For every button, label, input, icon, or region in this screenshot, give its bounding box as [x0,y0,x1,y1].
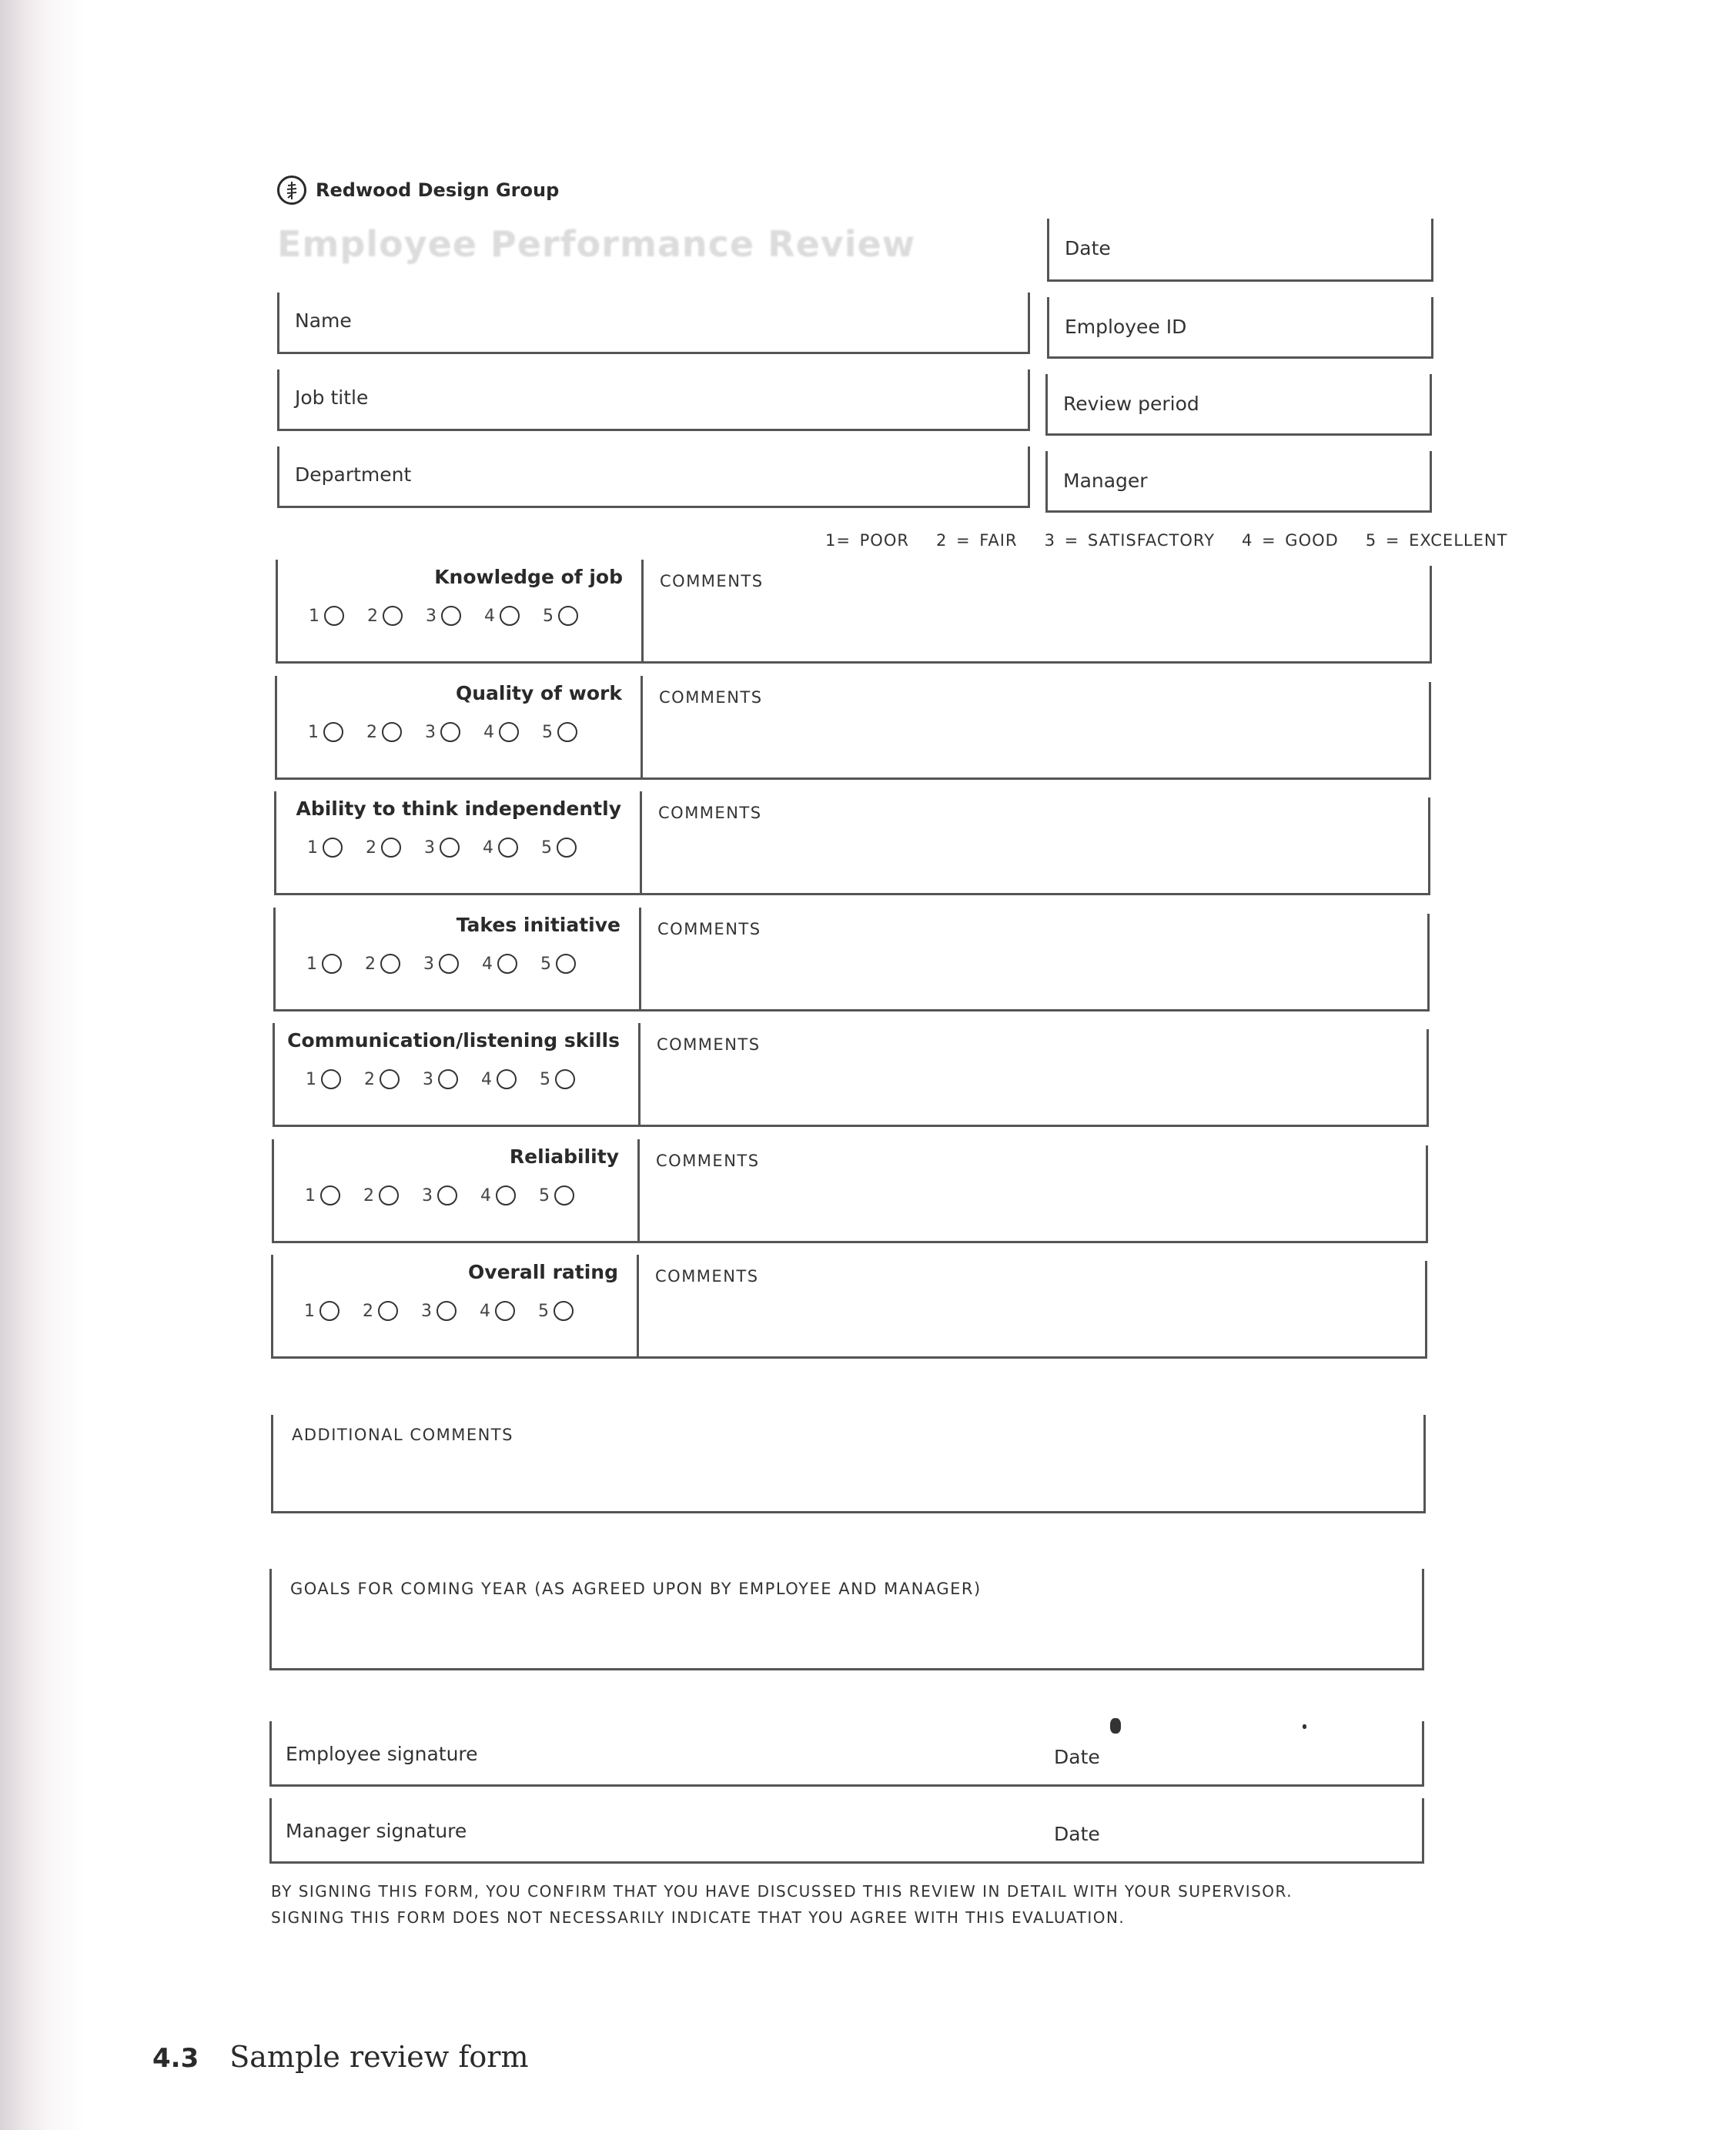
criterion-row [272,1139,1428,1243]
comments-label: COMMENTS [656,1152,760,1170]
scan-speck [1110,1718,1121,1734]
radio-button-2[interactable] [378,1301,398,1321]
disclaimer-line-2: SIGNING THIS FORM DOES NOT NECESSARILY INDICATE THAT YOU AGREE WITH THIS EVALUATION. [271,1908,1126,1927]
radio-button-1[interactable] [320,1185,340,1205]
radio-button-1[interactable] [321,1069,341,1089]
rating-radio-group[interactable] [308,722,577,742]
rating-number: 5 [539,1185,550,1205]
radio-button-4[interactable] [497,1069,517,1089]
rating-option-2[interactable] [363,1185,399,1205]
manager-signature-field[interactable] [269,1798,1424,1864]
name-field[interactable] [277,293,1030,354]
criterion-comments-field[interactable] [637,1145,1428,1243]
criterion-rating-cell [274,791,642,895]
criterion-comments-field[interactable] [638,1029,1429,1127]
criterion-row [276,560,1432,664]
radio-button-5[interactable] [554,1185,574,1205]
rating-option-2[interactable] [363,1301,398,1321]
criterion-comments-field[interactable] [641,566,1432,664]
radio-button-5[interactable] [556,954,576,974]
employee-signature-date-label: Date [1054,1746,1100,1768]
caption-number: 4.3 [152,2043,199,2074]
rating-number: 2 [366,722,377,742]
rating-option-4[interactable] [483,722,519,742]
rating-number: 5 [542,722,553,742]
rating-option-1[interactable] [304,1301,340,1321]
criterion-row [274,791,1430,895]
criterion-rating-cell [271,1255,639,1359]
rating-number: 5 [541,838,552,858]
rating-number: 3 [426,606,437,626]
radio-button-2[interactable] [380,1069,400,1089]
rating-number: 1 [305,1185,316,1205]
radio-button-3[interactable] [439,954,459,974]
rating-number: 1 [304,1301,315,1321]
rating-option-5[interactable] [541,838,577,858]
radio-button-3[interactable] [437,1301,457,1321]
date-field[interactable] [1047,219,1433,282]
rating-option-4[interactable] [484,606,520,626]
rating-option-4[interactable] [482,954,517,974]
rating-number: 4 [484,606,495,626]
rating-number: 1 [307,838,318,858]
rating-option-3[interactable] [423,1069,458,1089]
employee-signature-field[interactable] [269,1721,1424,1787]
rating-radio-group[interactable] [306,954,576,974]
employee-signature-label: Employee signature [286,1743,478,1765]
criterion-row [273,1023,1429,1127]
radio-button-1[interactable] [323,838,343,858]
radio-button-3[interactable] [440,722,460,742]
manager-signature-date-label: Date [1054,1823,1100,1845]
rating-option-1[interactable] [305,1185,340,1205]
form-title: Employee Performance Review [277,223,916,265]
brand-logo [277,176,559,205]
manager-label: Manager [1063,470,1148,492]
brand-name: Redwood Design Group [316,179,560,201]
radio-button-4[interactable] [496,1185,516,1205]
rating-number: 2 [367,606,378,626]
rating-number: 2 [366,838,376,858]
criterion-rating-cell [273,908,641,1011]
rating-number: 5 [540,1069,550,1089]
radio-button-3[interactable] [437,1185,457,1205]
scan-speck [1303,1724,1306,1729]
rating-option-3[interactable] [424,838,460,858]
radio-button-2[interactable] [382,722,402,742]
comments-label: COMMENTS [660,572,764,590]
rating-number: 5 [538,1301,549,1321]
radio-button-4[interactable] [495,1301,515,1321]
radio-button-5[interactable] [558,606,578,626]
rating-radio-group[interactable] [304,1301,574,1321]
criterion-title: Communication/listening skills [287,1029,620,1052]
rating-number: 4 [483,838,493,858]
rating-number: 4 [481,1069,492,1089]
employee-id-field[interactable] [1047,297,1433,359]
criterion-row [275,676,1431,780]
rating-option-3[interactable] [426,606,461,626]
department-field[interactable] [277,446,1030,508]
criterion-comments-field[interactable] [640,797,1430,895]
rating-number: 4 [480,1301,490,1321]
figure-caption [152,2040,529,2074]
comments-label: COMMENTS [657,920,761,938]
criterion-title: Ability to think independently [296,797,621,820]
radio-button-4[interactable] [498,838,518,858]
rating-option-2[interactable] [365,954,400,974]
radio-button-4[interactable] [497,954,517,974]
rating-option-2[interactable] [367,606,403,626]
rating-number: 4 [482,954,493,974]
rating-number: 1 [308,722,319,742]
radio-button-1[interactable] [322,954,342,974]
criterion-row [273,908,1430,1011]
rating-number: 5 [540,954,551,974]
rating-option-5[interactable] [538,1301,574,1321]
radio-button-3[interactable] [441,606,461,626]
criterion-comments-field[interactable] [637,1261,1427,1359]
rating-number: 3 [423,1069,433,1089]
review-period-field[interactable] [1045,374,1432,436]
goals-box[interactable] [269,1569,1424,1670]
radio-button-4[interactable] [499,722,519,742]
radio-button-1[interactable] [324,606,344,626]
rating-number: 2 [363,1301,373,1321]
rating-option-5[interactable] [540,1069,575,1089]
department-label: Department [295,463,412,486]
criterion-title: Quality of work [456,682,622,704]
criterion-row [271,1255,1427,1359]
rating-option-1[interactable] [307,838,343,858]
manager-signature-label: Manager signature [286,1820,467,1842]
criterion-comments-field[interactable] [639,914,1430,1011]
rating-option-4[interactable] [483,838,518,858]
rating-option-4[interactable] [480,1301,515,1321]
name-label: Name [295,309,352,332]
radio-button-5[interactable] [555,1069,575,1089]
additional-comments-label: ADDITIONAL COMMENTS [292,1426,513,1444]
rating-option-2[interactable] [364,1069,400,1089]
criterion-rating-cell [272,1139,640,1243]
disclaimer [271,1878,1293,1931]
rating-legend: 1= POOR 2 = FAIR 3 = SATISFACTORY 4 = GOOD 5 = EXCELLENT [825,531,1508,550]
criterion-title: Takes initiative [456,914,620,936]
rating-option-3[interactable] [423,954,459,974]
goals-label: GOALS FOR COMING YEAR (AS AGREED UPON BY EMPLOYEE AND MANAGER) [290,1580,982,1598]
rating-number: 4 [483,722,494,742]
redwood-tree-icon [277,176,306,205]
radio-button-1[interactable] [319,1301,340,1321]
rating-option-1[interactable] [308,722,343,742]
rating-number: 4 [480,1185,491,1205]
rating-number: 3 [422,1185,433,1205]
radio-button-4[interactable] [500,606,520,626]
radio-button-5[interactable] [557,722,577,742]
rating-number: 3 [425,722,436,742]
rating-option-5[interactable] [542,722,577,742]
rating-option-4[interactable] [481,1069,517,1089]
radio-button-2[interactable] [379,1185,399,1205]
criterion-rating-cell [276,560,644,664]
comments-label: COMMENTS [658,804,762,822]
radio-button-2[interactable] [383,606,403,626]
criterion-title: Knowledge of job [434,566,623,588]
comments-label: COMMENTS [659,688,763,707]
criterion-rating-cell [275,676,643,780]
criterion-comments-field[interactable] [641,682,1431,780]
rating-option-3[interactable] [425,722,460,742]
rating-number: 3 [421,1301,432,1321]
rating-option-3[interactable] [421,1301,457,1321]
rating-option-1[interactable] [306,1069,341,1089]
additional-comments-box[interactable] [271,1415,1426,1513]
rating-number: 1 [309,606,319,626]
comments-label: COMMENTS [655,1267,759,1286]
rating-option-5[interactable] [543,606,578,626]
rating-radio-group[interactable] [305,1185,574,1205]
radio-button-2[interactable] [380,954,400,974]
radio-button-1[interactable] [323,722,343,742]
criterion-rating-cell [273,1023,641,1127]
job-title-field[interactable] [277,369,1030,431]
rating-number: 2 [363,1185,374,1205]
rating-option-2[interactable] [366,722,402,742]
manager-field[interactable] [1045,451,1432,513]
rating-option-4[interactable] [480,1185,516,1205]
radio-button-5[interactable] [554,1301,574,1321]
rating-option-2[interactable] [366,838,401,858]
rating-number: 1 [306,1069,316,1089]
criterion-title: Overall rating [468,1261,618,1283]
rating-number: 3 [423,954,434,974]
rating-number: 2 [365,954,376,974]
rating-radio-group[interactable] [306,1069,575,1089]
job-title-label: Job title [295,386,369,409]
radio-button-2[interactable] [381,838,401,858]
disclaimer-line-1: BY SIGNING THIS FORM, YOU CONFIRM THAT YOU HAVE DISCUSSED THIS REVIEW IN DETAIL WITH YOUR SUPERVISOR. [271,1882,1293,1901]
rating-option-1[interactable] [306,954,342,974]
rating-number: 2 [364,1069,375,1089]
rating-option-3[interactable] [422,1185,457,1205]
review-period-label: Review period [1063,393,1199,415]
caption-text: Sample review form [229,2040,529,2074]
rating-number: 1 [306,954,317,974]
rating-number: 5 [543,606,554,626]
radio-button-3[interactable] [440,838,460,858]
employee-id-label: Employee ID [1065,316,1187,338]
comments-label: COMMENTS [657,1035,761,1054]
rating-radio-group[interactable] [307,838,577,858]
rating-option-5[interactable] [539,1185,574,1205]
radio-button-3[interactable] [438,1069,458,1089]
rating-option-1[interactable] [309,606,344,626]
radio-button-5[interactable] [557,838,577,858]
rating-number: 3 [424,838,435,858]
criterion-title: Reliability [509,1145,619,1168]
rating-option-5[interactable] [540,954,576,974]
date-label: Date [1065,237,1111,259]
rating-radio-group[interactable] [309,606,578,626]
